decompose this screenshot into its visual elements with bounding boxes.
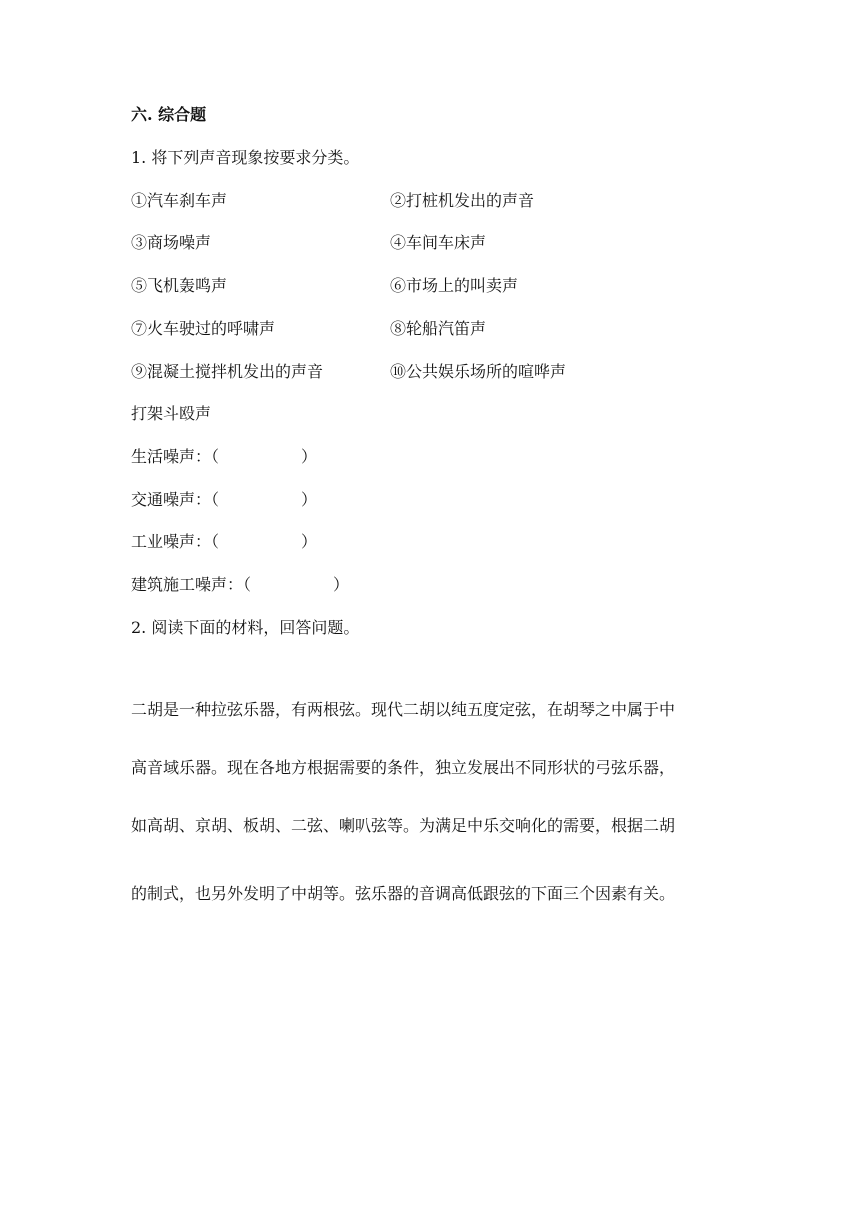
item-1: ①汽车刹车声 xyxy=(131,191,228,210)
category-traffic-noise xyxy=(131,490,317,510)
item-4: ④车间车床声 xyxy=(390,233,487,252)
item-9: ⑨混凝土搅拌机发出的声音 xyxy=(131,362,324,381)
item-extra: 打架斗殴声 xyxy=(131,404,212,423)
category-construction-noise xyxy=(131,575,349,595)
item-3: ③商场噪声 xyxy=(131,233,212,252)
item-2: ②打桩机发出的声音 xyxy=(390,191,535,210)
paragraph-line: 二胡是一种拉弦乐器，有两根弦。现代二胡以纯五度定弦，在胡琴之中属于中 xyxy=(131,700,676,719)
item-5: ⑤飞机轰鸣声 xyxy=(131,276,228,295)
paragraph-line: 的制式，也另外发明了中胡等。弦乐器的音调高低跟弦的下面三个因素有关。 xyxy=(131,884,676,903)
category-close: ） xyxy=(333,575,350,594)
question-1-prompt: 1. 将下列声音现象按要求分类。 xyxy=(131,148,360,167)
item-8: ⑧轮船汽笛声 xyxy=(390,319,487,338)
question-2-prompt: 2. 阅读下面的材料，回答问题。 xyxy=(131,618,360,637)
item-10: ⑩公共娱乐场所的喧哗声 xyxy=(390,362,567,381)
category-close: ） xyxy=(301,532,318,551)
item-7: ⑦火车驶过的呼啸声 xyxy=(131,319,276,338)
category-label: 建筑施工噪声：（ xyxy=(131,575,252,594)
paragraph-line: 高音域乐器。现在各地方根据需要的条件，独立发展出不同形状的弓弦乐器， xyxy=(131,758,676,777)
category-industrial-noise xyxy=(131,532,317,552)
item-6: ⑥市场上的叫卖声 xyxy=(390,276,519,295)
category-label: 交通噪声：（ xyxy=(131,490,220,509)
category-close: ） xyxy=(301,490,318,509)
category-label: 生活噪声：（ xyxy=(131,447,220,466)
category-label: 工业噪声：（ xyxy=(131,532,220,551)
category-life-noise xyxy=(131,447,317,467)
paragraph-line: 如高胡、京胡、板胡、二弦、喇叭弦等。为满足中乐交响化的需要，根据二胡 xyxy=(131,816,676,835)
category-close: ） xyxy=(301,447,318,466)
section-title: 六. 综合题 xyxy=(131,105,207,124)
